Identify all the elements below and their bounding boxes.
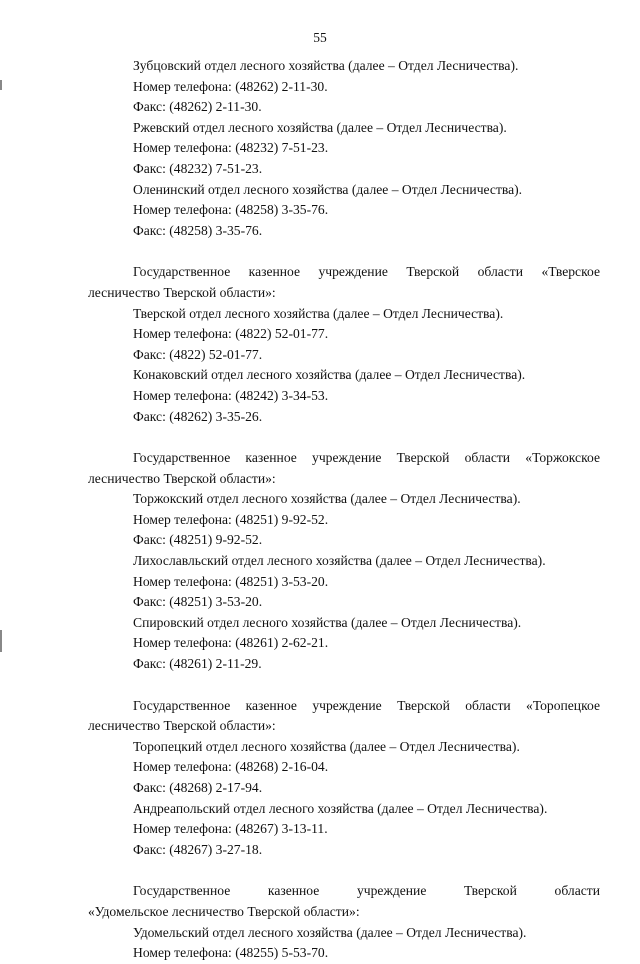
fax-number: Факс: (48262) 3-35-26. bbox=[133, 408, 263, 424]
document-body bbox=[88, 56, 600, 964]
forestry-section bbox=[88, 56, 600, 241]
institution-heading-line: лесничество Тверской области»: bbox=[88, 284, 276, 300]
department-name: Торжокский отдел лесного хозяйства (далее – Отдел Лесничества). bbox=[133, 491, 521, 507]
fax-number: Факс: (48251) 9-92-52. bbox=[133, 532, 263, 548]
phone-number: Номер телефона: (48242) 3-34-53. bbox=[133, 387, 329, 403]
fax-number: Факс: (48261) 2-11-29. bbox=[133, 656, 262, 672]
department-name: Удомельский отдел лесного хозяйства (далее – Отдел Лесничества). bbox=[133, 924, 527, 940]
institution-heading-line: Государственное казенное учреждение Тверской области «Тверское bbox=[133, 264, 600, 280]
department-name: Спировский отдел лесного хозяйства (далее – Отдел Лесничества). bbox=[133, 614, 522, 630]
paragraph-gap bbox=[88, 241, 600, 262]
phone-number: Номер телефона: (48232) 7-51-23. bbox=[133, 140, 329, 156]
fax-number: Факс: (48258) 3-35-76. bbox=[133, 222, 263, 238]
fax-number: Факс: (48268) 2-17-94. bbox=[133, 780, 263, 795]
institution-heading-line: Государственное казенное учреждение Тверской области bbox=[133, 883, 600, 899]
margin-mark bbox=[0, 80, 2, 90]
forestry-section bbox=[88, 448, 600, 675]
fax-number: Факс: (48267) 3-27-18. bbox=[133, 841, 263, 857]
department-name: Оленинский отдел лесного хозяйства (далее – Отдел Лесничества). bbox=[133, 181, 523, 197]
phone-number: Номер телефона: (48267) 3-13-11. bbox=[133, 821, 328, 837]
department-name: Андреапольский отдел лесного хозяйства (далее – Отдел Лесничества). bbox=[133, 800, 548, 816]
phone-number: Номер телефона: (48251) 9-92-52. bbox=[133, 511, 329, 527]
forestry-section bbox=[88, 262, 600, 427]
institution-heading-line: лесничество Тверской области»: bbox=[88, 718, 276, 734]
department-name: Ржевский отдел лесного хозяйства (далее – Отдел Лесничества). bbox=[133, 119, 507, 135]
phone-number: Номер телефона: (48268) 2-16-04. bbox=[133, 759, 329, 775]
paragraph-gap bbox=[88, 675, 600, 696]
phone-number: Номер телефона: (48258) 3-35-76. bbox=[133, 202, 329, 218]
department-name: Тверской отдел лесного хозяйства (далее – Отдел Лесничества). bbox=[133, 305, 504, 321]
forestry-section bbox=[88, 696, 600, 861]
phone-number: Номер телефона: (48255) 5-53-70. bbox=[133, 945, 329, 961]
phone-number: Номер телефона: (4822) 52-01-77. bbox=[133, 326, 329, 342]
institution-heading-line: Государственное казенное учреждение Тверской области «Торжокское bbox=[133, 450, 600, 466]
institution-heading-line: Государственное казенное учреждение Тверской области «Торопецкое bbox=[133, 697, 600, 713]
fax-number: Факс: (48251) 3-53-20. bbox=[133, 594, 263, 610]
institution-heading-line: лесничество Тверской области»: bbox=[88, 470, 276, 486]
phone-number: Номер телефона: (48262) 2-11-30. bbox=[133, 78, 328, 94]
department-name: Торопецкий отдел лесного хозяйства (далее – Отдел Лесничества). bbox=[133, 738, 520, 754]
forestry-section bbox=[88, 881, 600, 963]
margin-mark bbox=[0, 630, 2, 652]
phone-number: Номер телефона: (48261) 2-62-21. bbox=[133, 635, 329, 651]
department-name: Зубцовский отдел лесного хозяйства (далее – Отдел Лесничества). bbox=[133, 58, 519, 73]
paragraph-gap bbox=[88, 860, 600, 881]
phone-number: Номер телефона: (48251) 3-53-20. bbox=[133, 573, 329, 589]
institution-heading-line: «Удомельское лесничество Тверской области»: bbox=[88, 903, 360, 919]
paragraph-gap bbox=[88, 427, 600, 448]
fax-number: Факс: (48262) 2-11-30. bbox=[133, 99, 262, 115]
page-number: 55 bbox=[313, 30, 327, 45]
department-name: Лихославльский отдел лесного хозяйства (далее – Отдел Лесничества). bbox=[133, 553, 546, 569]
fax-number: Факс: (48232) 7-51-23. bbox=[133, 160, 263, 176]
fax-number: Факс: (4822) 52-01-77. bbox=[133, 346, 263, 362]
department-name: Конаковский отдел лесного хозяйства (далее – Отдел Лесничества). bbox=[133, 367, 526, 383]
